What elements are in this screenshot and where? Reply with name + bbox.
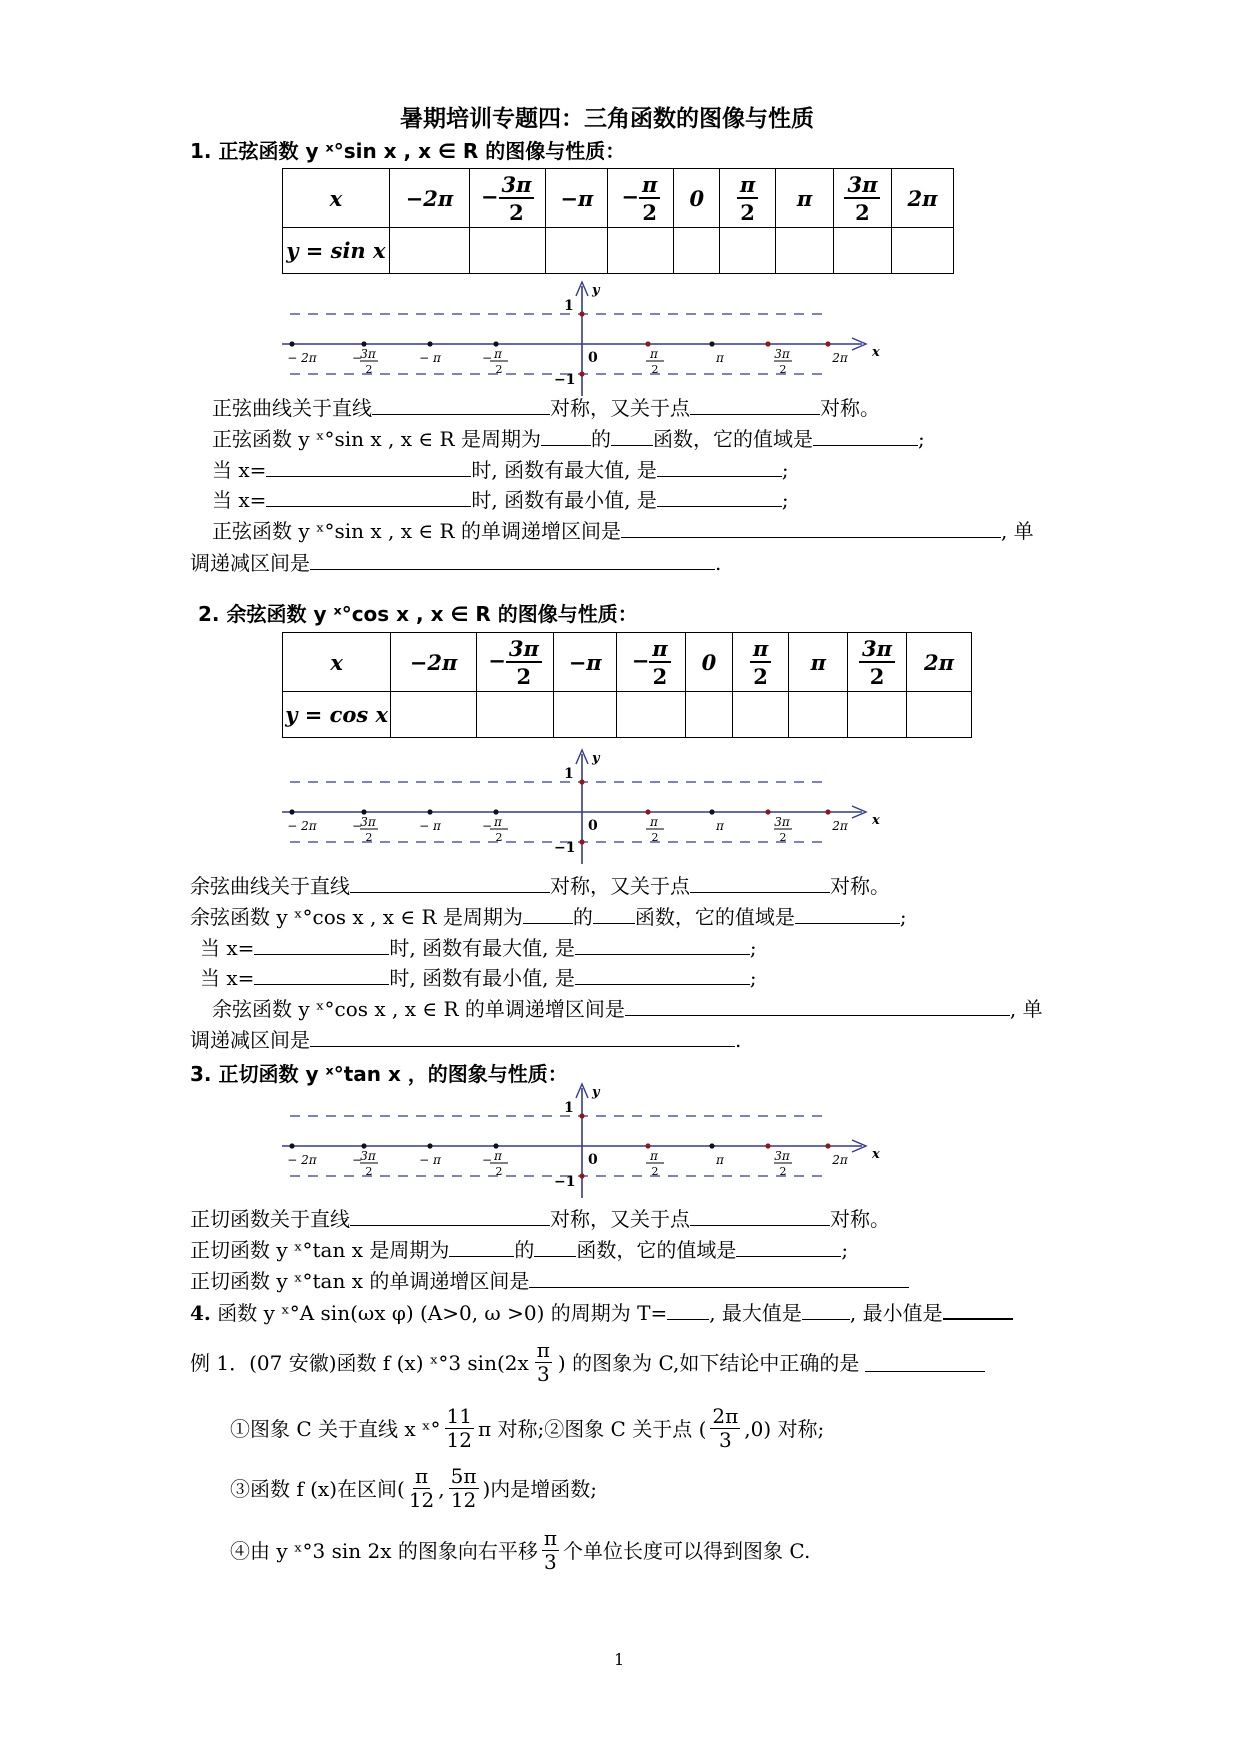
table-x-cell: 0 xyxy=(686,633,732,692)
y-axis-label: y xyxy=(592,283,600,298)
table-x-cell: − $\frac{3\pi}{2}$ xyxy=(470,169,546,228)
table-y-label: y = cos x xyxy=(283,692,391,738)
table-y-cell[interactable] xyxy=(608,228,674,274)
axis-svg xyxy=(282,280,942,400)
table-x-cell: − $\frac{\pi}{2}$ xyxy=(608,169,674,228)
cos-decrease-label: 调递减区间是 xyxy=(190,1028,310,1052)
punct: ; xyxy=(841,1238,849,1262)
x-tick-denominator: 2 xyxy=(495,363,503,376)
punct: ; xyxy=(781,488,789,512)
x-tick-denominator: 2 xyxy=(651,831,659,844)
section2-heading: 2. 余弦函数 y ˣ°cos x , x ∈ R 的图像与性质： xyxy=(198,602,638,626)
x-tick-label: − π xyxy=(419,819,441,833)
x-tick-point xyxy=(289,809,294,814)
punct: ; xyxy=(749,966,757,990)
y-axis-point xyxy=(579,371,584,376)
punct: , 单 xyxy=(1009,997,1043,1021)
cos-range-blank[interactable] xyxy=(795,905,900,924)
cos-sym-point-label: 对称，又关于点 xyxy=(550,874,690,898)
cos-min-blank[interactable] xyxy=(575,966,750,985)
cos-sym-point-blank[interactable] xyxy=(690,874,830,893)
y-axis-point xyxy=(579,311,584,316)
tan-increase-blank[interactable] xyxy=(529,1269,909,1288)
tan-axis-diagram xyxy=(282,1082,942,1202)
tan-period-label: 正切函数 y ˣ°tan x 是周期为 xyxy=(190,1238,450,1262)
table-y-cell[interactable] xyxy=(834,228,892,274)
axis-svg xyxy=(282,1082,942,1202)
x-tick-label: π xyxy=(716,1153,724,1167)
table-x-cell: − $\frac{3\pi}{2}$ xyxy=(476,633,553,692)
x-tick-point xyxy=(289,341,294,346)
origin-label: 0 xyxy=(588,1152,598,1168)
x-tick-point xyxy=(825,1143,830,1148)
sin-min-blank[interactable] xyxy=(657,488,782,507)
tan-sym-point-label: 对称，又关于点 xyxy=(550,1207,690,1231)
x-tick-point xyxy=(709,341,714,346)
x-tick-label: 3π xyxy=(360,815,376,829)
cos-max-x-label: 当 x= xyxy=(200,936,255,960)
table-x-cell: π xyxy=(776,169,834,228)
table-y-cell[interactable] xyxy=(476,692,553,738)
x-tick-point xyxy=(765,809,770,814)
example-option-4 xyxy=(230,1528,810,1573)
x-tick-label: π xyxy=(716,819,724,833)
sin-parity-blank[interactable] xyxy=(611,427,653,446)
y-axis-label: y xyxy=(592,1085,600,1100)
sin-sym-end: 对称。 xyxy=(820,396,880,420)
option-text: ①图象 C 关于直线 x ˣ° xyxy=(230,1416,441,1441)
option-text: ③函数 f (x)在区间( xyxy=(230,1476,405,1501)
x-tick-label: 3π xyxy=(360,1149,376,1163)
x-tick-denominator: 2 xyxy=(779,1165,787,1178)
cos-max-blank[interactable] xyxy=(575,936,750,955)
example-stem: 例 1．(07 安徽)函数 f (x) ˣ°3 sin(2x xyxy=(190,1350,529,1375)
sin-increase-blank[interactable] xyxy=(621,519,1001,538)
table-y-label: y = sin x xyxy=(283,228,390,274)
y-neg-one-label: −1 xyxy=(554,840,576,856)
section3-heading: 3. 正切函数 y ˣ°tan x ，的图象与性质： xyxy=(190,1062,568,1086)
example-option-3 xyxy=(230,1466,597,1511)
sin-min-label: 时, 函数有最小值, 是 xyxy=(471,488,657,512)
y-axis-point xyxy=(579,1113,584,1118)
section4-period-blank[interactable] xyxy=(667,1301,709,1320)
x-tick-point xyxy=(645,341,650,346)
x-tick-denominator: 2 xyxy=(779,831,787,844)
x-tick-point xyxy=(289,1143,294,1148)
x-axis-label: x xyxy=(872,345,880,360)
table-x-cell: $\frac{\pi}{2}$ xyxy=(720,169,776,228)
x-tick-label: − π xyxy=(419,1153,441,1167)
x-tick-point xyxy=(645,1143,650,1148)
option-frac: 11 12 xyxy=(446,1404,472,1452)
x-tick-sign: − xyxy=(352,351,363,365)
option-frac: 5π 12 xyxy=(450,1464,477,1512)
cos-sym-end: 对称。 xyxy=(830,874,890,898)
table-y-cell[interactable] xyxy=(554,692,617,738)
cos-parity-blank[interactable] xyxy=(593,905,635,924)
table-x-cell: $\frac{\pi}{2}$ xyxy=(732,633,789,692)
cos-sym-line-label: 余弦曲线关于直线 xyxy=(190,874,350,898)
x-axis-label: x xyxy=(872,1147,880,1162)
x-tick-point xyxy=(645,809,650,814)
section4-number: 4. xyxy=(190,1301,211,1325)
option-frac: π 12 xyxy=(408,1464,435,1512)
option-text: )内是增函数; xyxy=(482,1476,598,1501)
option-text: ④由 y ˣ°3 sin 2x 的图象向右平移 xyxy=(230,1538,538,1563)
sin-sym-line-blank[interactable] xyxy=(372,396,550,415)
punct: ; xyxy=(749,936,757,960)
table-y-cell[interactable] xyxy=(546,228,608,274)
sin-period-label: 正弦函数 y ˣ°sin x , x ∈ R 是周期为 xyxy=(212,427,541,451)
table-x-cell: π xyxy=(789,633,848,692)
x-tick-point xyxy=(709,809,714,814)
y-axis-point xyxy=(579,779,584,784)
page-title: 暑期培训专题四：三角函数的图像与性质 xyxy=(400,106,814,132)
sin-period-blank[interactable] xyxy=(541,427,591,446)
y-axis-point xyxy=(579,1173,584,1178)
x-tick-sign: − xyxy=(482,819,493,833)
sin-max-x-label: 当 x= xyxy=(212,458,267,482)
cos-parity-label: 的 xyxy=(572,905,593,929)
tan-sym-point-blank[interactable] xyxy=(690,1207,830,1226)
origin-label: 0 xyxy=(588,818,598,834)
table-x-label: x xyxy=(283,169,390,228)
example-line xyxy=(190,1340,985,1385)
y-one-label: 1 xyxy=(564,1100,574,1116)
y-neg-one-label: −1 xyxy=(554,372,576,388)
example-frac: π 3 xyxy=(536,1338,550,1386)
x-axis-label: x xyxy=(872,813,880,828)
table-x-cell: 2π xyxy=(906,633,971,692)
cos-min-x-label: 当 x= xyxy=(200,966,255,990)
x-tick-point xyxy=(825,809,830,814)
cos-period-label: 余弦函数 y ˣ°cos x , x ∈ R 是周期为 xyxy=(190,905,523,929)
cos-increase-label: 余弦函数 y ˣ°cos x , x ∈ R 的单调递增区间是 xyxy=(212,997,625,1021)
x-tick-point xyxy=(361,1143,366,1148)
x-tick-sign: − xyxy=(482,351,493,365)
x-tick-denominator: 2 xyxy=(651,1165,659,1178)
x-tick-point xyxy=(427,1143,432,1148)
x-tick-denominator: 2 xyxy=(365,1165,373,1178)
axis-svg xyxy=(282,748,942,868)
sin-sym-point-label: 对称，又关于点 xyxy=(550,396,690,420)
x-tick-label: − π xyxy=(419,351,441,365)
x-tick-point xyxy=(427,809,432,814)
sin-min-x-blank[interactable] xyxy=(266,488,471,507)
tan-period-blank[interactable] xyxy=(449,1238,514,1257)
x-tick-label: π xyxy=(650,815,658,829)
x-tick-denominator: 2 xyxy=(365,831,373,844)
table-x-cell: − $\frac{\pi}{2}$ xyxy=(617,633,686,692)
table-x-cell: 2π xyxy=(891,169,953,228)
table-y-cell[interactable] xyxy=(891,228,953,274)
table-x-cell: −2π xyxy=(391,633,477,692)
x-tick-point xyxy=(825,341,830,346)
sin-min-x-label: 当 x= xyxy=(212,488,267,512)
table-y-cell[interactable] xyxy=(906,692,971,738)
cos-axis-diagram xyxy=(282,748,942,868)
table-x-cell: −π xyxy=(546,169,608,228)
table-y-cell[interactable] xyxy=(617,692,686,738)
cos-range-label: 函数，它的值域是 xyxy=(634,905,795,929)
section4-min-label: , 最小值是 xyxy=(849,1301,943,1325)
x-tick-label: 3π xyxy=(774,347,790,361)
sin-axis-diagram xyxy=(282,280,942,400)
sin-sym-point-blank[interactable] xyxy=(690,396,820,415)
sin-decrease-blank[interactable] xyxy=(310,551,715,570)
x-tick-label: − 2π xyxy=(287,819,317,833)
table-y-cell[interactable] xyxy=(789,692,848,738)
tan-increase-label: 正切函数 y ˣ°tan x 的单调递增区间是 xyxy=(190,1269,530,1293)
sin-value-table xyxy=(282,168,954,274)
origin-label: 0 xyxy=(588,350,598,366)
x-tick-point xyxy=(493,1143,498,1148)
option-text: 个单位长度可以得到图象 C. xyxy=(563,1538,811,1563)
x-tick-label: 3π xyxy=(360,347,376,361)
sin-sym-line-label: 正弦曲线关于直线 xyxy=(212,396,372,420)
table-y-cell[interactable] xyxy=(720,228,776,274)
example-question: ) 的图象为 C,如下结论中正确的是 xyxy=(557,1350,860,1375)
table-y-cell[interactable] xyxy=(389,228,469,274)
x-tick-denominator: 2 xyxy=(365,363,373,376)
option-text: ,0) 对称; xyxy=(744,1416,825,1441)
cos-max-x-blank[interactable] xyxy=(254,936,389,955)
punct: ; xyxy=(781,458,789,482)
table-y-cell[interactable] xyxy=(848,692,907,738)
section4-min-blank[interactable] xyxy=(943,1300,1013,1320)
x-tick-sign: − xyxy=(352,1153,363,1167)
x-tick-point xyxy=(361,809,366,814)
x-tick-label: π xyxy=(650,347,658,361)
example-answer-blank[interactable] xyxy=(865,1353,985,1372)
cos-sym-line-blank[interactable] xyxy=(350,874,550,893)
x-tick-label: 2π xyxy=(832,351,848,365)
x-tick-point xyxy=(493,341,498,346)
x-tick-label: π xyxy=(494,815,502,829)
table-y-cell[interactable] xyxy=(470,228,546,274)
x-tick-label: 3π xyxy=(774,815,790,829)
x-tick-point xyxy=(709,1143,714,1148)
cos-min-x-blank[interactable] xyxy=(254,966,389,985)
section4-max-label: , 最大值是 xyxy=(709,1301,802,1325)
x-tick-label: π xyxy=(650,1149,658,1163)
y-neg-one-label: −1 xyxy=(554,1174,576,1190)
table-x-cell: $\frac{3\pi}{2}$ xyxy=(848,633,907,692)
x-tick-denominator: 2 xyxy=(495,831,503,844)
cos-min-label: 时, 函数有最小值, 是 xyxy=(389,966,575,990)
table-x-cell: −2π xyxy=(389,169,469,228)
section4-period-label: 函数 y ˣ°A sin(ωx φ) (A>0, ω >0) 的周期为 T= xyxy=(217,1301,668,1325)
section4-max-blank[interactable] xyxy=(802,1301,850,1320)
table-x-label: x xyxy=(283,633,391,692)
table-x-cell: −π xyxy=(554,633,617,692)
tan-range-blank[interactable] xyxy=(736,1238,841,1257)
cos-value-table xyxy=(282,632,972,738)
y-axis-point xyxy=(579,839,584,844)
x-tick-label: 2π xyxy=(832,819,848,833)
cos-increase-blank[interactable] xyxy=(625,997,1010,1016)
sin-max-x-blank[interactable] xyxy=(266,458,471,477)
table-y-cell[interactable] xyxy=(674,228,720,274)
x-tick-label: 3π xyxy=(774,1149,790,1163)
x-tick-label: − 2π xyxy=(287,1153,317,1167)
table-y-cell[interactable] xyxy=(732,692,789,738)
punct: . xyxy=(735,1028,742,1052)
sin-increase-label: 正弦函数 y ˣ°sin x , x ∈ R 的单调递增区间是 xyxy=(212,519,621,543)
punct: ; xyxy=(917,427,925,451)
sin-max-label: 时, 函数有最大值, 是 xyxy=(471,458,657,482)
punct: ; xyxy=(899,905,907,929)
x-tick-point xyxy=(765,341,770,346)
x-tick-label: 2π xyxy=(832,1153,848,1167)
y-one-label: 1 xyxy=(564,298,574,314)
example-option-1-2 xyxy=(230,1406,824,1451)
tan-range-label: 函数，它的值域是 xyxy=(576,1238,737,1262)
tan-sym-line-blank[interactable] xyxy=(350,1207,550,1226)
x-tick-label: π xyxy=(716,351,724,365)
punct: , 单 xyxy=(1000,519,1034,543)
y-axis-label: y xyxy=(592,751,600,766)
x-tick-denominator: 2 xyxy=(651,363,659,376)
cos-period-blank[interactable] xyxy=(523,905,573,924)
y-one-label: 1 xyxy=(564,766,574,782)
tan-parity-label: 的 xyxy=(514,1238,535,1262)
cos-decrease-blank[interactable] xyxy=(310,1028,735,1047)
sin-range-blank[interactable] xyxy=(813,427,918,446)
sin-max-blank[interactable] xyxy=(657,458,782,477)
x-tick-label: π xyxy=(494,347,502,361)
x-tick-denominator: 2 xyxy=(495,1165,503,1178)
x-tick-point xyxy=(765,1143,770,1148)
sin-range-label: 函数，它的值域是 xyxy=(652,427,813,451)
page-number: 1 xyxy=(614,1650,625,1669)
sin-parity-label: 的 xyxy=(590,427,611,451)
x-tick-sign: − xyxy=(482,1153,493,1167)
x-tick-label: π xyxy=(494,1149,502,1163)
x-tick-sign: − xyxy=(352,819,363,833)
section1-heading: 1. 正弦函数 y ˣ°sin x , x ∈ R 的图像与性质： xyxy=(190,139,626,163)
table-y-cell[interactable] xyxy=(776,228,834,274)
option-text: π 对称;②图象 C 关于点 ( xyxy=(477,1416,707,1441)
cos-max-label: 时, 函数有最大值, 是 xyxy=(389,936,575,960)
option-text: , xyxy=(438,1476,445,1501)
table-x-cell: $\frac{3\pi}{2}$ xyxy=(834,169,892,228)
x-tick-label: − 2π xyxy=(287,351,317,365)
punct: . xyxy=(715,551,722,575)
table-x-cell: 0 xyxy=(674,169,720,228)
option-frac: π 3 xyxy=(543,1526,557,1574)
table-y-cell[interactable] xyxy=(391,692,477,738)
tan-sym-end: 对称。 xyxy=(830,1207,890,1231)
x-tick-point xyxy=(361,341,366,346)
x-tick-point xyxy=(493,809,498,814)
sin-decrease-label: 调递减区间是 xyxy=(190,551,310,575)
option-frac: 2π 3 xyxy=(712,1404,739,1452)
table-y-cell[interactable] xyxy=(686,692,732,738)
tan-parity-blank[interactable] xyxy=(534,1238,576,1257)
x-tick-point xyxy=(427,341,432,346)
tan-sym-line-label: 正切函数关于直线 xyxy=(190,1207,350,1231)
x-tick-denominator: 2 xyxy=(779,363,787,376)
